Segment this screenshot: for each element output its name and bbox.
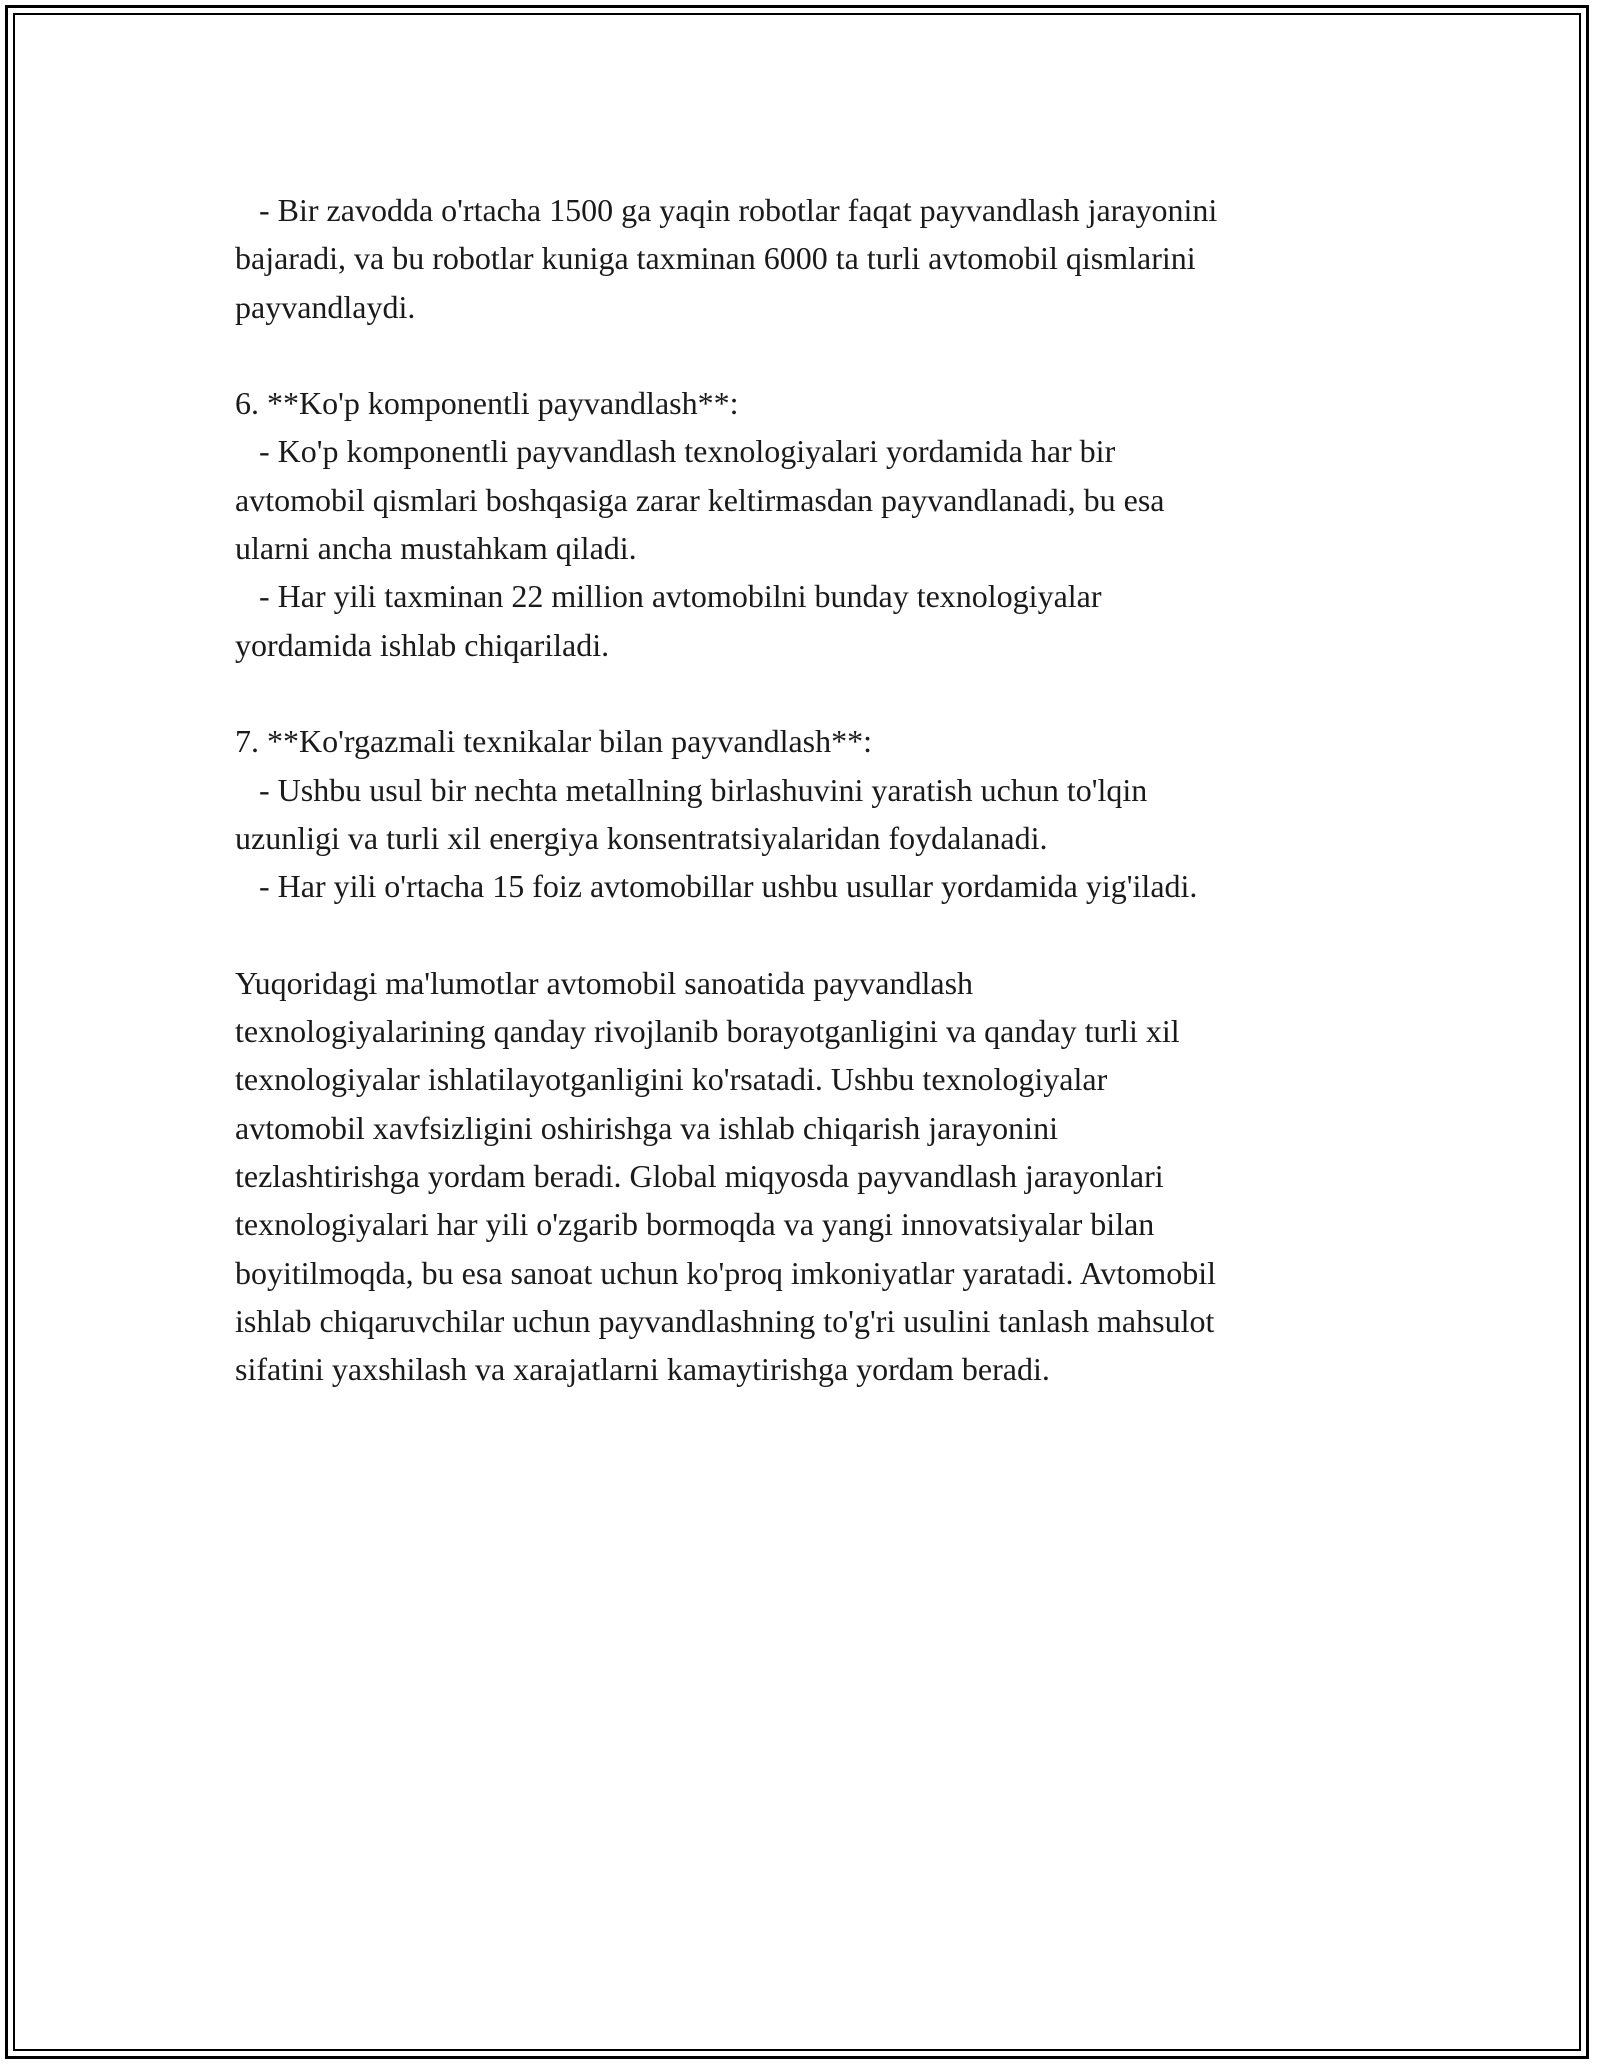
text-line: avtomobil qismlari boshqasiga zarar keltirmasdan payvandlanadi, bu esa (235, 481, 1165, 518)
section-6-heading: 6. **Ko'p komponentli payvandlash**: (235, 385, 739, 422)
text-line: Yuqoridagi ma'lumotlar avtomobil sanoatida payvandlash (235, 964, 974, 1001)
text-line: - Har yili o'rtacha 15 foiz avtomobillar ushbu usullar yordamida yig'iladi. (235, 868, 1198, 905)
text-line: ularni ancha mustahkam qiladi. (235, 530, 637, 567)
text-line: texnologiyalari har yili o'zgarib bormoqda va yangi innovatsiyalar bilan (235, 1206, 1155, 1243)
text-line: - Ushbu usul bir nechta metallning birlashuvini yaratish uchun to'lqin (235, 771, 1148, 808)
section-7-heading: 7. **Ko'rgazmali texnikalar bilan payvandlash**: (235, 723, 872, 760)
text-line: - Bir zavodda o'rtacha 1500 ga yaqin robotlar faqat payvandlash jarayonini (235, 192, 1218, 228)
section-6-bullet-tech (235, 427, 1380, 572)
conclusion-paragraph (235, 959, 1380, 1394)
paragraph-gap (235, 910, 1380, 958)
section-7-bullet-share (235, 862, 1380, 910)
paragraph-gap (235, 331, 1380, 379)
text-line: texnologiyalarining qanday rivojlanib borayotganligini va qanday turli xil (235, 1013, 1180, 1050)
text-line: bajaradi, va bu robotlar kuniga taxminan 6000 ta turli avtomobil qismlarini (235, 240, 1196, 277)
text-line: boyitilmoqda, bu esa sanoat uchun ko'proq imkoniyatlar yaratadi. Avtomobil (235, 1254, 1216, 1291)
paragraph-gap (235, 669, 1380, 717)
text-line: yordamida ishlab chiqariladi. (235, 626, 610, 663)
section-5-bullet-robots (235, 186, 1380, 331)
text-line: tezlashtirishga yordam beradi. Global miqyosda payvandlash jarayonlari (235, 1157, 1164, 1194)
section-7-bullet-method (235, 766, 1380, 863)
text-line: ishlab chiqaruvchilar uchun payvandlashning to'g'ri usulini tanlash mahsulot (235, 1302, 1215, 1339)
section-7 (235, 717, 1380, 910)
text-line: uzunligi va turli xil energiya konsentratsiyalaridan foydalanadi. (235, 819, 1048, 856)
section-6 (235, 379, 1380, 669)
document-body (235, 186, 1380, 1393)
text-line: avtomobil xavfsizligini oshirishga va ishlab chiqarish jarayonini (235, 1109, 1058, 1146)
text-line: texnologiyalar ishlatilayotganligini ko'rsatadi. Ushbu texnologiyalar (235, 1061, 1108, 1098)
text-line: payvandlaydi. (235, 288, 416, 325)
text-line: - Ko'p komponentli payvandlash texnologiyalari yordamida har bir (235, 433, 1116, 470)
text-line: sifatini yaxshilash va xarajatlarni kamaytirishga yordam beradi. (235, 1351, 1050, 1388)
text-line: - Har yili taxminan 22 million avtomobilni bunday texnologiyalar (235, 578, 1102, 615)
section-6-bullet-volume (235, 572, 1380, 669)
